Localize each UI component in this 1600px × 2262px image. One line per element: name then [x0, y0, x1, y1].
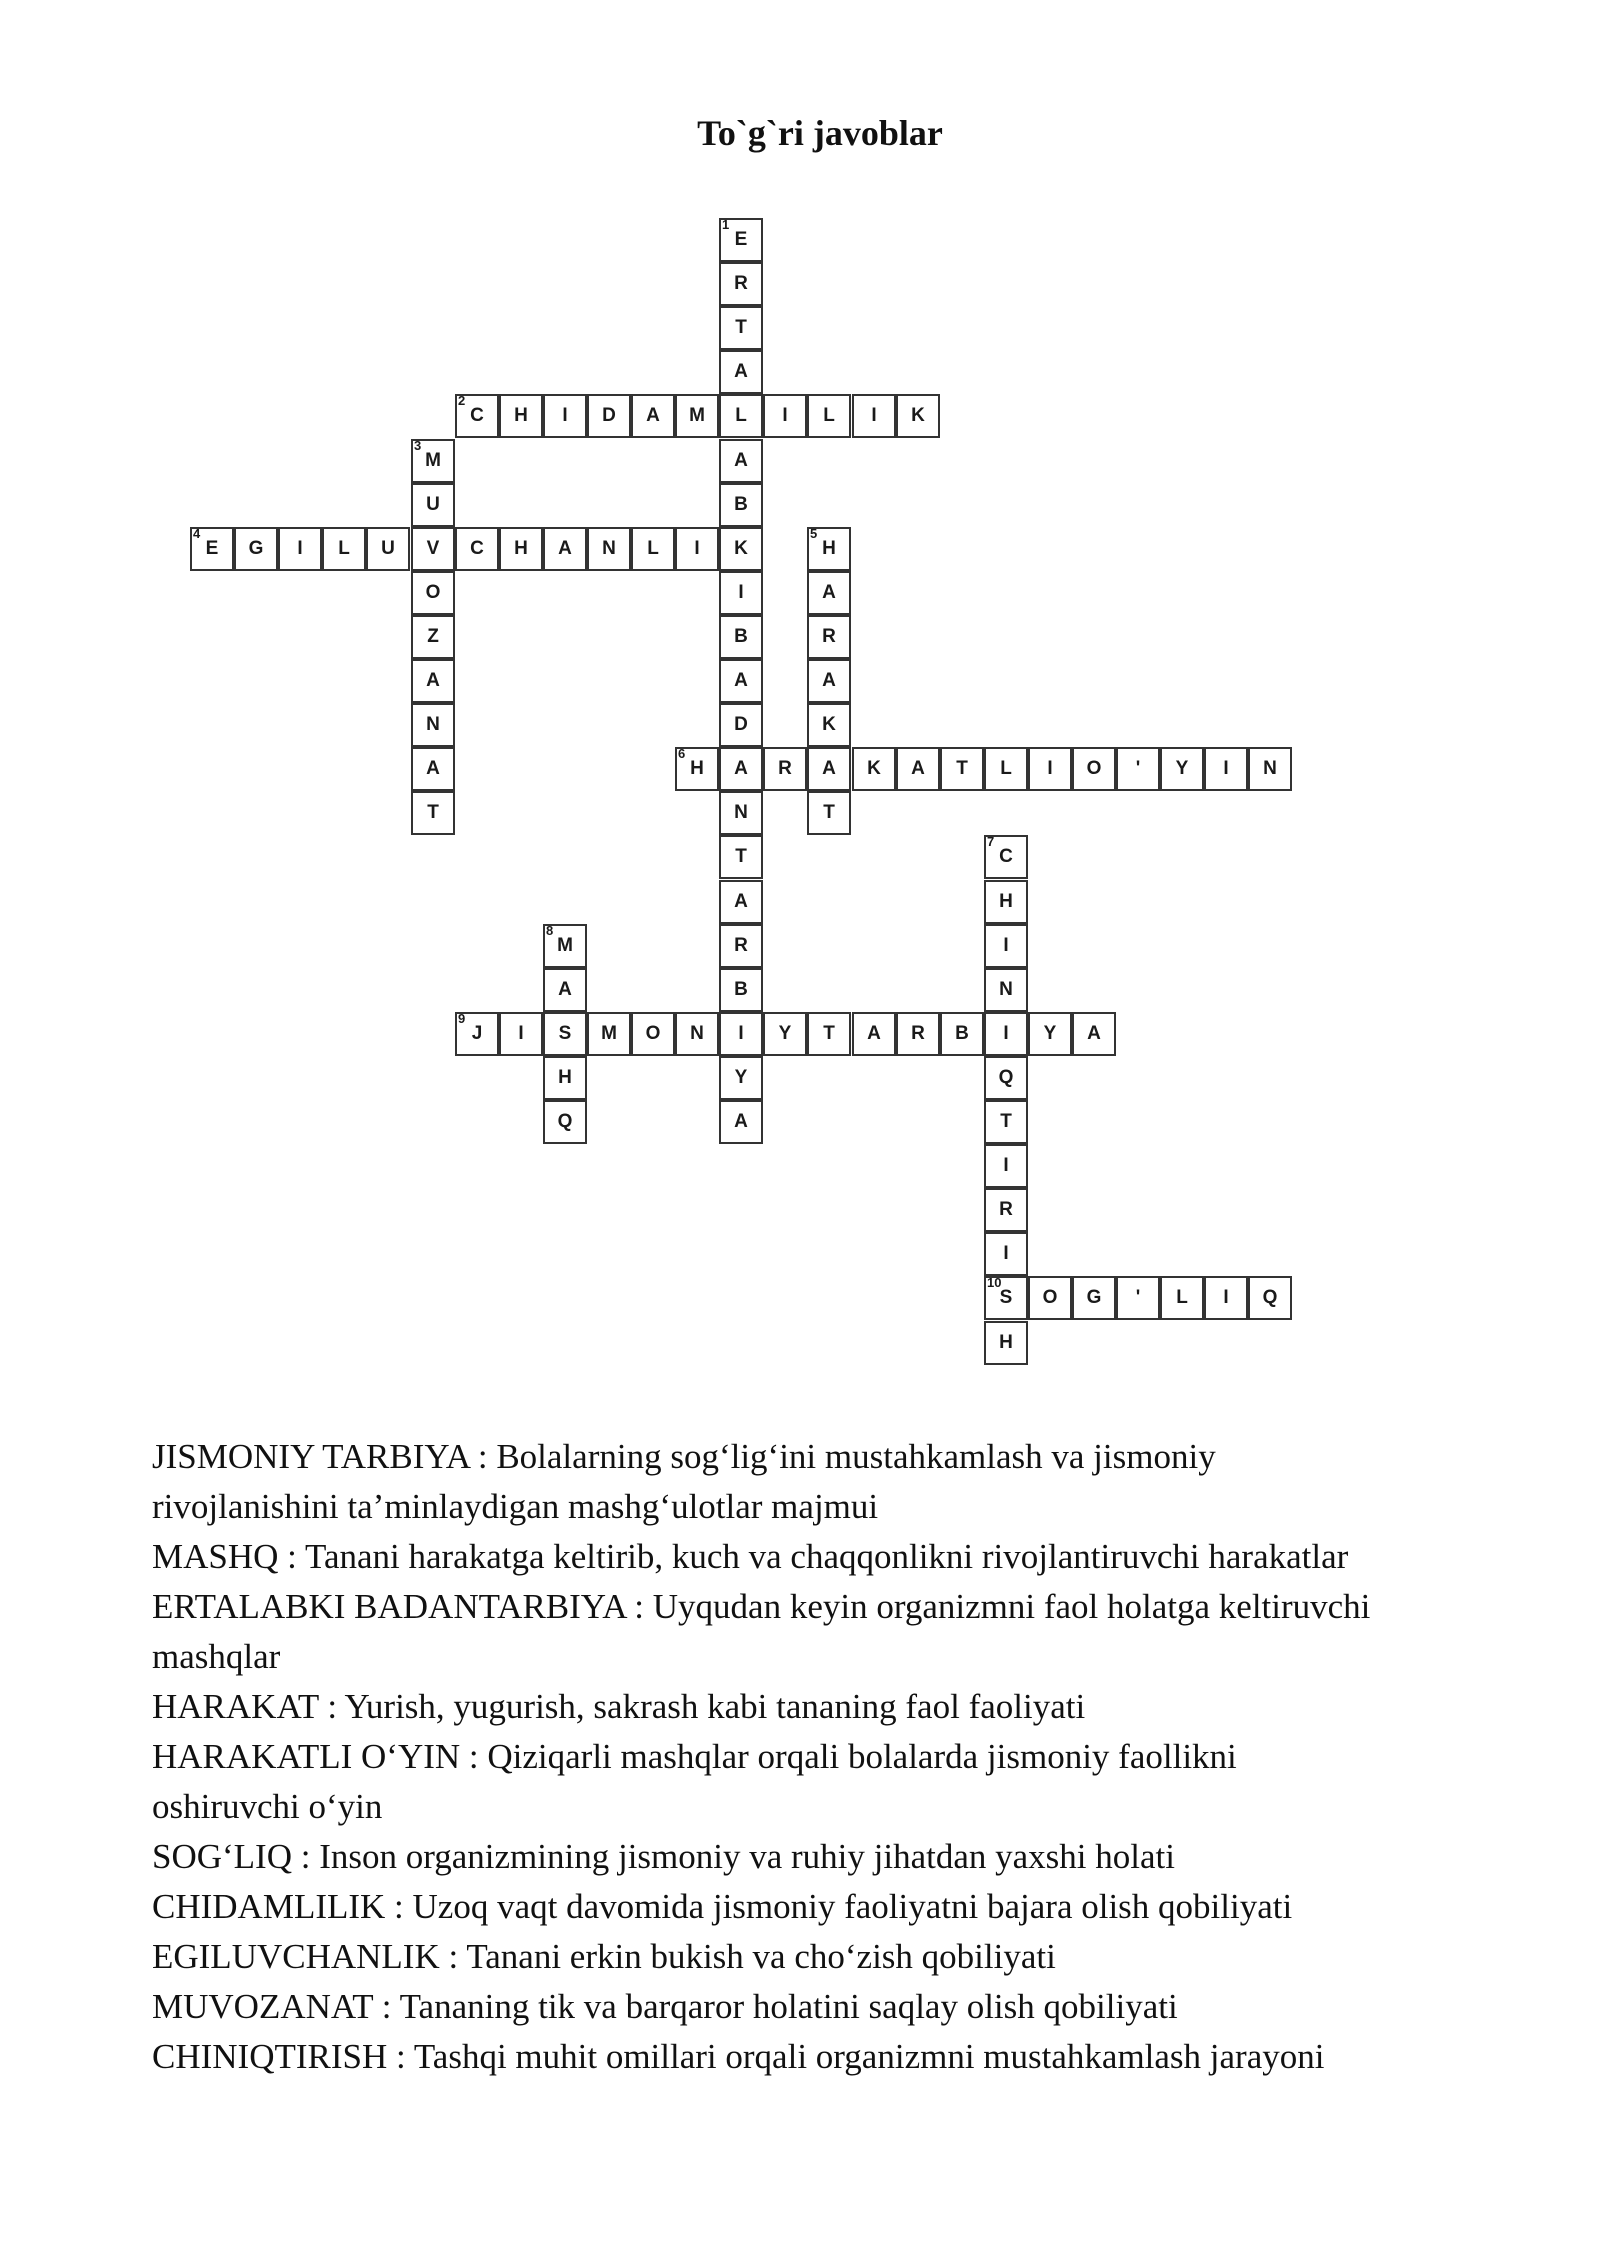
- cell-letter: Q: [1262, 1287, 1278, 1308]
- crossword-cell: [631, 527, 675, 571]
- cell-letter: E: [205, 538, 219, 559]
- cell-letter: D: [602, 405, 616, 426]
- crossword-cell: [719, 1056, 763, 1100]
- crossword-cell: [984, 835, 1028, 879]
- definition-line: mashqlar: [152, 1637, 281, 1676]
- crossword-cell: [190, 527, 234, 571]
- cell-letter: N: [602, 538, 616, 559]
- page-title: To`g`ri javoblar: [697, 113, 943, 153]
- cell-letter: I: [694, 538, 700, 559]
- cell-letter: O: [425, 582, 441, 603]
- crossword-cell: [984, 1012, 1028, 1056]
- crossword-cell: [984, 747, 1028, 791]
- cell-letter: J: [471, 1023, 483, 1044]
- crossword-cell: [807, 615, 851, 659]
- crossword-cell: [984, 968, 1028, 1012]
- cell-letter: I: [1047, 758, 1053, 779]
- crossword-cell: [278, 527, 322, 571]
- crossword-cell: [543, 394, 587, 438]
- cell-letter: L: [1176, 1287, 1188, 1308]
- clue-number: 5: [810, 526, 818, 541]
- crossword-cell: [719, 880, 763, 924]
- cell-letter: K: [822, 714, 836, 735]
- cell-letter: Y: [1175, 758, 1189, 779]
- crossword-cell: [1028, 1276, 1072, 1320]
- crossword-cell: [675, 527, 719, 571]
- cell-letter: N: [999, 979, 1013, 1000]
- clue-number: 2: [458, 393, 466, 408]
- crossword-cell: [1028, 1012, 1072, 1056]
- crossword-cell: [719, 218, 763, 262]
- cell-letter: T: [1000, 1111, 1012, 1132]
- cell-letter: N: [426, 714, 440, 735]
- cell-letter: A: [822, 582, 836, 603]
- cell-letter: A: [822, 758, 836, 779]
- cell-letter: C: [470, 405, 484, 426]
- cell-letter: H: [690, 758, 704, 779]
- cell-letter: K: [734, 538, 748, 559]
- crossword-cell: [411, 747, 455, 791]
- definitions-list: [152, 1432, 1492, 2082]
- crossword-cell: [411, 527, 455, 571]
- crossword-cell: [719, 350, 763, 394]
- cell-letter: B: [734, 494, 748, 515]
- crossword-cell: [852, 394, 896, 438]
- cell-letter: T: [823, 1023, 835, 1044]
- cell-letter: A: [734, 891, 748, 912]
- cell-letter: I: [738, 582, 744, 603]
- cell-letter: L: [1000, 758, 1012, 779]
- clue-number: 10: [987, 1275, 1002, 1290]
- crossword-cell: [366, 527, 410, 571]
- crossword-cell: [719, 306, 763, 350]
- cell-letter: H: [514, 405, 528, 426]
- crossword-cell: [807, 703, 851, 747]
- crossword-cell: [587, 1012, 631, 1056]
- cell-letter: A: [558, 538, 572, 559]
- crossword-cell: [411, 615, 455, 659]
- crossword-cell: [763, 394, 807, 438]
- crossword-cell: [322, 527, 366, 571]
- cell-letter: A: [1087, 1023, 1101, 1044]
- crossword-cell: [763, 1012, 807, 1056]
- cell-letter: T: [956, 758, 968, 779]
- cell-letter: I: [782, 405, 788, 426]
- crossword-cell: [1204, 747, 1248, 791]
- cell-letter: R: [734, 935, 748, 956]
- cell-letter: L: [647, 538, 659, 559]
- cell-letter: A: [558, 979, 572, 1000]
- crossword-cell: [984, 1321, 1028, 1365]
- cell-letter: T: [823, 802, 835, 823]
- cell-letter: U: [381, 538, 395, 559]
- crossword-cell: [411, 571, 455, 615]
- crossword-cell: [852, 1012, 896, 1056]
- cell-letter: O: [1086, 758, 1102, 779]
- crossword-cell: [543, 968, 587, 1012]
- crossword-cell: [1248, 747, 1292, 791]
- crossword-cell: [719, 659, 763, 703]
- cell-letter: I: [1003, 935, 1009, 956]
- cell-letter: M: [601, 1023, 617, 1044]
- cell-letter: L: [823, 405, 835, 426]
- crossword-cell: [940, 1012, 984, 1056]
- crossword-cell: [499, 394, 543, 438]
- cell-letter: ': [1135, 758, 1141, 779]
- crossword-cell: [543, 1100, 587, 1144]
- crossword-cell: [896, 394, 940, 438]
- cell-letter: E: [734, 229, 748, 250]
- cell-letter: D: [734, 714, 748, 735]
- cell-letter: A: [646, 405, 660, 426]
- crossword-cell: [543, 527, 587, 571]
- crossword-cell: [807, 1012, 851, 1056]
- crossword-cell: [940, 747, 984, 791]
- crossword-cell: [719, 571, 763, 615]
- clue-number: 1: [722, 217, 730, 232]
- crossword-cell: [807, 571, 851, 615]
- definition-line: MASHQ : Tanani harakatga keltirib, kuch va chaqqonlikni rivojlantiruvchi harakatlar: [152, 1537, 1349, 1576]
- cell-letter: N: [1263, 758, 1277, 779]
- definition-line: ERTALABKI BADANTARBIYA : Uyqudan keyin organizmni faol holatga keltiruvchi: [152, 1587, 1371, 1626]
- cell-letter: L: [338, 538, 350, 559]
- cell-letter: N: [734, 802, 748, 823]
- crossword-cell: [675, 1012, 719, 1056]
- crossword-cell: [719, 394, 763, 438]
- crossword-cell: [1116, 1276, 1160, 1320]
- cell-letter: I: [1003, 1023, 1009, 1044]
- cell-letter: B: [734, 626, 748, 647]
- cell-letter: I: [297, 538, 303, 559]
- cell-letter: M: [425, 450, 441, 471]
- cell-letter: H: [999, 1332, 1013, 1353]
- crossword-cell: [807, 747, 851, 791]
- cell-letter: N: [690, 1023, 704, 1044]
- crossword-cell: [411, 791, 455, 835]
- cell-letter: T: [427, 802, 439, 823]
- crossword-cell: [411, 439, 455, 483]
- cell-letter: A: [822, 670, 836, 691]
- crossword-cell: [411, 483, 455, 527]
- cell-letter: T: [735, 846, 747, 867]
- crossword-cell: [807, 791, 851, 835]
- cell-letter: A: [426, 758, 440, 779]
- cell-letter: R: [999, 1199, 1013, 1220]
- crossword-cell: [411, 703, 455, 747]
- crossword-cell: [984, 1276, 1028, 1320]
- cell-letter: R: [734, 273, 748, 294]
- cell-letter: I: [562, 405, 568, 426]
- cell-letter: Y: [1043, 1023, 1057, 1044]
- crossword-cell: [1028, 747, 1072, 791]
- cell-letter: M: [557, 935, 573, 956]
- definition-line: CHINIQTIRISH : Tashqi muhit omillari orqali organizmni mustahkamlash jarayoni: [152, 2037, 1325, 2076]
- crossword-cell: [984, 1144, 1028, 1188]
- cell-letter: T: [735, 317, 747, 338]
- cell-letter: O: [1042, 1287, 1058, 1308]
- cell-letter: R: [822, 626, 836, 647]
- cell-letter: H: [999, 891, 1013, 912]
- crossword-cell: [1248, 1276, 1292, 1320]
- definition-line: oshiruvchi o‘yin: [152, 1787, 383, 1826]
- cell-letter: ': [1135, 1287, 1141, 1308]
- crossword-cell: [543, 1012, 587, 1056]
- cell-letter: A: [734, 670, 748, 691]
- crossword-cell: [719, 262, 763, 306]
- crossword-cell: [455, 1012, 499, 1056]
- crossword-cell: [763, 747, 807, 791]
- cell-letter: O: [645, 1023, 661, 1044]
- cell-letter: U: [426, 494, 440, 515]
- cell-letter: Z: [427, 626, 439, 647]
- crossword-cell: [631, 394, 675, 438]
- crossword-cell: [1072, 1012, 1116, 1056]
- crossword-cell: [719, 835, 763, 879]
- crossword-cell: [719, 747, 763, 791]
- clue-number: 6: [678, 746, 686, 761]
- cell-letter: K: [867, 758, 881, 779]
- cell-letter: H: [822, 538, 836, 559]
- cell-letter: R: [911, 1023, 925, 1044]
- cell-letter: G: [1086, 1287, 1102, 1308]
- crossword-cell: [719, 615, 763, 659]
- clue-number: 4: [193, 526, 201, 541]
- crossword-cell: [984, 1056, 1028, 1100]
- crossword-cell: [411, 659, 455, 703]
- crossword-cell: [807, 659, 851, 703]
- crossword-cell: [719, 924, 763, 968]
- crossword-cell: [1072, 747, 1116, 791]
- crossword-cell: [631, 1012, 675, 1056]
- crossword-cell: [719, 483, 763, 527]
- cell-letter: A: [426, 670, 440, 691]
- crossword-cell: [984, 880, 1028, 924]
- cell-letter: I: [1223, 758, 1229, 779]
- crossword-cell: [984, 1100, 1028, 1144]
- crossword-cell: [984, 1188, 1028, 1232]
- crossword-cell: [499, 527, 543, 571]
- crossword-cell: [499, 1012, 543, 1056]
- cell-letter: I: [1223, 1287, 1229, 1308]
- definition-line: rivojlanishini ta’minlaydigan mashg‘ulotlar majmui: [152, 1487, 879, 1526]
- cell-letter: I: [518, 1023, 524, 1044]
- cell-letter: R: [778, 758, 792, 779]
- cell-letter: C: [999, 846, 1013, 867]
- definition-line: MUVOZANAT : Tananing tik va barqaror holatini saqlay olish qobiliyati: [152, 1987, 1178, 2026]
- cell-letter: S: [999, 1287, 1013, 1308]
- cell-letter: A: [867, 1023, 881, 1044]
- crossword-cell: [587, 527, 631, 571]
- cell-letter: K: [911, 405, 925, 426]
- cell-letter: I: [1003, 1155, 1009, 1176]
- crossword-cell: [1160, 747, 1204, 791]
- definition-line: JISMONIY TARBIYA : Bolalarning sog‘lig‘ini mustahkamlash va jismoniy: [152, 1437, 1216, 1476]
- cell-letter: Y: [734, 1067, 748, 1088]
- cell-letter: L: [735, 405, 747, 426]
- crossword-cell: [1160, 1276, 1204, 1320]
- cell-letter: Q: [557, 1111, 573, 1132]
- cell-letter: I: [738, 1023, 744, 1044]
- crossword-cell: [984, 1232, 1028, 1276]
- definition-line: SOG‘LIQ : Inson organizmining jismoniy va ruhiy jihatdan yaxshi holati: [152, 1837, 1175, 1876]
- crossword-cell: [587, 394, 631, 438]
- crossword-cell: [896, 747, 940, 791]
- crossword-cell: [719, 439, 763, 483]
- cell-letter: A: [734, 361, 748, 382]
- cell-letter: H: [558, 1067, 572, 1088]
- crossword-cell: [543, 924, 587, 968]
- cell-letter: I: [871, 405, 877, 426]
- cell-letter: I: [1003, 1243, 1009, 1264]
- crossword-cell: [807, 527, 851, 571]
- crossword-cell: [1204, 1276, 1248, 1320]
- cell-letter: B: [734, 979, 748, 1000]
- crossword-cell: [852, 747, 896, 791]
- cell-letter: S: [558, 1023, 572, 1044]
- cell-letter: M: [689, 405, 705, 426]
- crossword-cell: [719, 1012, 763, 1056]
- crossword-cell: [455, 394, 499, 438]
- definition-line: HARAKATLI O‘YIN : Qiziqarli mashqlar orqali bolalarda jismoniy faollikni: [152, 1737, 1237, 1776]
- cell-letter: A: [734, 758, 748, 779]
- cell-letter: H: [514, 538, 528, 559]
- crossword-cell: [543, 1056, 587, 1100]
- crossword-cell: [719, 703, 763, 747]
- crossword-cell: [1072, 1276, 1116, 1320]
- clue-number: 9: [458, 1011, 466, 1026]
- definition-line: HARAKAT : Yurish, yugurish, sakrash kabi tananing faol faoliyati: [152, 1687, 1086, 1726]
- cell-letter: G: [248, 538, 264, 559]
- cell-letter: C: [470, 538, 484, 559]
- cell-letter: Y: [778, 1023, 792, 1044]
- definition-line: EGILUVCHANLIK : Tanani erkin bukish va cho‘zish qobiliyati: [152, 1937, 1056, 1976]
- definition-line: CHIDAMLILIK : Uzoq vaqt davomida jismoniy faoliyatni bajara olish qobiliyati: [152, 1887, 1293, 1926]
- cell-letter: V: [426, 538, 440, 559]
- crossword-cell: [675, 394, 719, 438]
- cell-letter: A: [734, 1111, 748, 1132]
- crossword-cell: [675, 747, 719, 791]
- crossword-cell: [984, 924, 1028, 968]
- crossword-cell: [719, 791, 763, 835]
- cell-letter: A: [911, 758, 925, 779]
- crossword-cell: [234, 527, 278, 571]
- crossword-cell: [719, 968, 763, 1012]
- crossword-cell: [719, 527, 763, 571]
- clue-number: 8: [546, 923, 554, 938]
- crossword-cell: [896, 1012, 940, 1056]
- cell-letter: B: [955, 1023, 969, 1044]
- crossword-cell: [455, 527, 499, 571]
- crossword-cell: [1116, 747, 1160, 791]
- crossword-cell: [719, 1100, 763, 1144]
- cell-letter: A: [734, 450, 748, 471]
- cell-letter: Q: [998, 1067, 1014, 1088]
- crossword-cell: [807, 394, 851, 438]
- clue-number: 3: [414, 438, 422, 453]
- clue-number: 7: [987, 834, 995, 849]
